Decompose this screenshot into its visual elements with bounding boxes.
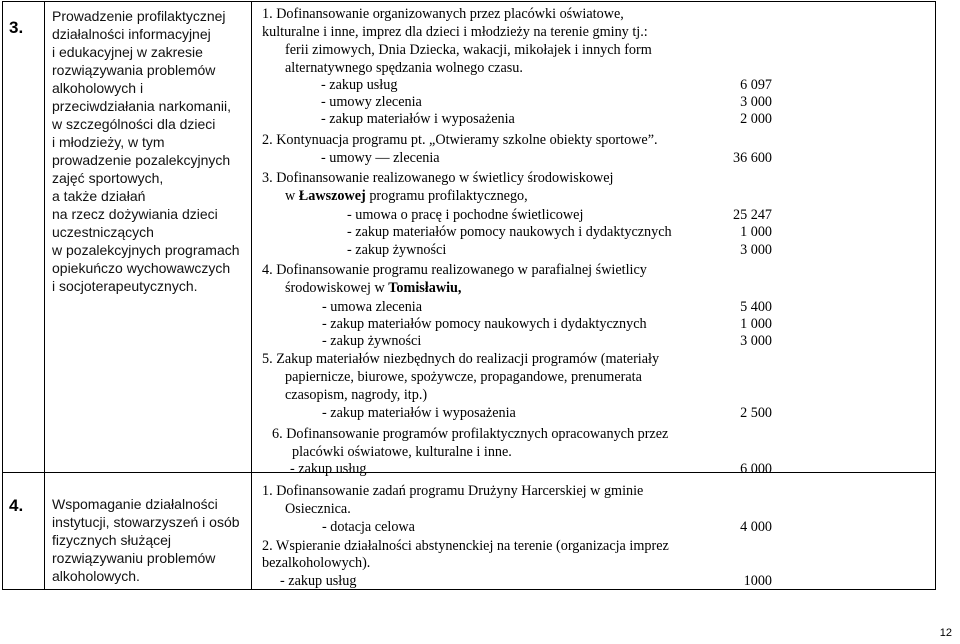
section4-item-text: 2. Wspieranie działalności abstynenckiej na terenie (organizacja imprez [262,538,669,554]
section3-item-text: placówki oświatowe, kulturalne i inne. [292,444,512,460]
section3-item-text: w Ławszowej programu profilaktycznego, [285,188,528,204]
section3-item-amount: 6 000 [740,461,772,477]
section3-item-text: 5. Zakup materiałów niezbędnych do realizacji programów (materiały [262,351,660,367]
section3-item-amount: 2 000 [740,111,772,127]
section3-item-text: - zakup materiałów i wyposażenia [321,111,515,127]
section3-item-text: czasopism, nagrody, itp.) [285,387,428,403]
section3-item-amount: 3 000 [740,94,772,110]
section3-item-text: 3. Dofinansowanie realizowanego w świetlicy środowiskowej [262,170,614,186]
section-3-description: Prowadzenie profilaktycznej działalności informacyjnej i edukacyjnej w zakresie rozwiązywania problemów alkoholowych i przeciwdziałania narkomanii, w szczególności dla dzieci i młodzieży, w tym prowadzenie pozalekcyjnych zajęć sportowych, a także działań na rzecz dożywiania dzieci uczestniczących w pozalekcyjnych programach opiekuńczo wychowawczych i socjoterapeutycznych. [52,8,240,294]
section-4-description: Wspomaganie działalności instytucji, stowarzyszeń i osób fizycznych służącej rozwiązywaniu problemów alkoholowych. [52,496,240,584]
section3-item-amount: 2 500 [740,405,772,421]
section3-item-text: - umowy — zlecenia [321,150,440,166]
section3-item-text: alternatywnego spędzania wolnego czasu. [285,60,523,76]
section3-item-text: - zakup żywności [322,333,422,349]
section3-item-text: 4. Dofinansowanie programu realizowanego w parafialnej świetlicy [262,262,647,278]
section4-item-text: - dotacja celowa [322,519,415,535]
section3-item-text: - umowa o pracę i pochodne świetlicowej [347,207,584,223]
section3-item-text: 2. Kontynuacja programu pt. „Otwieramy szkolne obiekty sportowe”. [262,132,658,148]
section3-item-amount: 6 097 [740,77,772,93]
section3-item-text: - zakup usług [321,77,398,93]
row-divider [3,472,935,473]
section3-item-text: ferii zimowych, Dnia Dziecka, wakacji, mikołajek i innych form [285,42,652,58]
section4-item-text: bezalkoholowych). [262,555,371,571]
section4-item-amount: 1000 [743,573,772,589]
section4-item-text: 1. Dofinansowanie zadań programu Drużyny Harcerskiej w gminie [262,483,644,499]
section3-item-text: - zakup materiałów i wyposażenia [322,405,516,421]
section3-item-amount: 3 000 [740,242,772,258]
column-divider [44,2,45,589]
section3-item-text: - zakup materiałów pomocy naukowych i dydaktycznych [347,224,672,240]
section3-item-amount: 3 000 [740,333,772,349]
section3-item-amount: 36 600 [732,150,772,166]
section3-item-text: - umowy zlecenia [321,94,422,110]
section3-item-amount: 5 400 [740,299,772,315]
section3-item-amount: 1 000 [740,224,772,240]
section3-item-text: - zakup materiałów pomocy naukowych i dydaktycznych [322,316,647,332]
section-3-number: 3. [9,18,24,37]
section4-item-amount: 4 000 [740,519,772,535]
section3-item-text: 6. Dofinansowanie programów profilaktycznych opracowanych przez [272,426,669,442]
section3-item-text: papiernicze, biurowe, spożywcze, propagandowe, prenumerata [285,369,642,385]
column-divider [251,2,252,589]
section3-item-text: - zakup usług [290,461,367,477]
section3-item-text: - umowa zlecenia [322,299,423,315]
section3-item-text: 1. Dofinansowanie organizowanych przez placówki oświatowe, [262,6,624,22]
section-4-number: 4. [9,496,24,515]
section3-item-amount: 1 000 [740,316,772,332]
page-number: 12 [939,627,952,639]
section4-item-text: - zakup usług [280,573,357,589]
section3-item-amount: 25 247 [732,207,772,223]
section3-item-text: kulturalne i inne, imprez dla dzieci i młodzieży na terenie gminy tj.: [262,24,648,40]
section3-item-text: - zakup żywności [347,242,447,258]
section4-item-text: Osiecznica. [285,501,351,517]
section3-item-text: środowiskowej w Tomisławiu, [285,280,462,296]
